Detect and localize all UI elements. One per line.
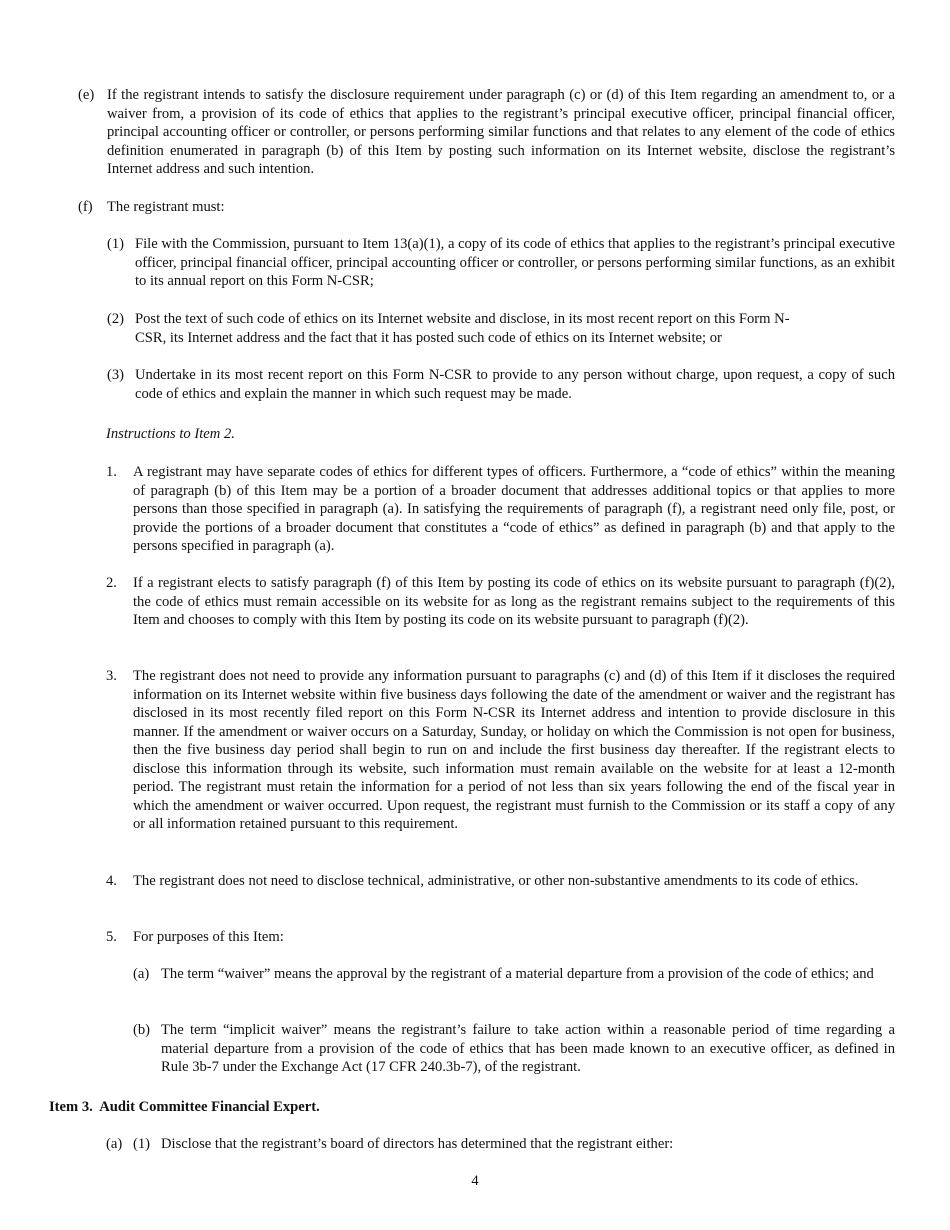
paragraph-f-2-text [135, 310, 895, 347]
paragraph-f-1-text: File with the Commission, pursuant to Item 13(a)(1), a copy of its code of ethics that applies to the registrant’s principal executive officer, principal financial officer, principal accounting officer or controller, or persons performing similar functions, as an exhibit to its annual report on this Form N-CSR; [135, 236, 895, 289]
instruction-5-label: 5. [106, 929, 117, 945]
instruction-5-text: For purposes of this Item: [133, 929, 284, 945]
paragraph-f-2-label: (2) [107, 311, 125, 327]
paragraph-f-label: (f) [78, 199, 93, 215]
instruction-1 [106, 463, 895, 556]
instruction-4-label: 4. [106, 873, 117, 889]
item-3-a-label: (a) [106, 1136, 123, 1152]
instruction-5 [106, 928, 895, 947]
instruction-5-a-text: The term “waiver” means the approval by the registrant of a material departure from a provision of the code of ethics; and [161, 966, 874, 982]
page-number: 4 [471, 1173, 479, 1189]
paragraph-f-2-line1: Post the text of such code of ethics on its Internet website and disclose, in its most recent report on this Form N- [135, 311, 790, 327]
instruction-5-a-label: (a) [133, 966, 150, 982]
paragraph-f-text: The registrant must: [107, 199, 225, 215]
item-3-a-1 [106, 1135, 895, 1154]
item-3-heading: Item 3. Audit Committee Financial Expert. [49, 1099, 320, 1115]
instruction-1-text: A registrant may have separate codes of ethics for different types of officers. Furthermore, a “code of ethics” within the meaning of paragraph (b) of this Item may be a portion of a broader document that addresses additional topics or that applies to more persons than those specified in paragraph (a). In satisfying the requirements of paragraph (f), a registrant need only file, post, or provide the portions of a broader document that constitutes a “code of ethics” as defined in paragraph (b) and that apply to the persons specified in paragraph (a). [133, 464, 895, 554]
paragraph-f [78, 198, 895, 217]
instruction-5-b [133, 1021, 895, 1077]
instruction-2-label: 2. [106, 575, 117, 591]
instruction-2 [106, 574, 895, 630]
paragraph-f-3-label: (3) [107, 367, 125, 383]
paragraph-e [78, 86, 895, 179]
paragraph-f-3-text: Undertake in its most recent report on this Form N-CSR to provide to any person without charge, upon request, a copy of such code of ethics and explain the manner in which such request may be made. [135, 367, 895, 402]
paragraph-e-label: (e) [78, 87, 95, 103]
paragraph-f-2 [107, 310, 895, 347]
instruction-1-label: 1. [106, 464, 117, 480]
instruction-5-b-text: The term “implicit waiver” means the registrant’s failure to take action within a reasonable period of time regarding a material departure from a provision of the code of ethics that has been made known to an executive officer, as defined in Rule 3b-7 under the Exchange Act (17 CFR 240.3b-7), of the registrant. [161, 1022, 895, 1075]
instruction-4-text: The registrant does not need to disclose technical, administrative, or other non-substantive amendments to its code of ethics. [133, 873, 859, 889]
item-3-1-label: (1) [133, 1136, 151, 1152]
paragraph-f-1 [107, 235, 895, 291]
paragraph-f-2-line2: CSR, its Internet address and the fact that it has posted such code of ethics on its Internet website; or [135, 329, 722, 346]
paragraph-f-1-label: (1) [107, 236, 125, 252]
instruction-4 [106, 872, 895, 891]
instructions-title: Instructions to Item 2. [106, 426, 235, 442]
instruction-5-a [133, 965, 895, 984]
instruction-5-b-label: (b) [133, 1022, 151, 1038]
item-3-a-1-text: Disclose that the registrant’s board of directors has determined that the registrant either: [161, 1136, 674, 1152]
instruction-2-text: If a registrant elects to satisfy paragraph (f) of this Item by posting its code of ethics on its website pursuant to paragraph (f)(2), the code of ethics must remain accessible on its website for as long as the registrant remains subject to the requirements of this Item and chooses to comply with this Item by posting its code on its website pursuant to paragraph (f)(2). [133, 575, 895, 628]
instruction-3-label: 3. [106, 668, 117, 684]
instruction-3 [106, 667, 895, 834]
paragraph-e-text: If the registrant intends to satisfy the disclosure requirement under paragraph (c) or (d) of this Item regarding an amendment to, or a waiver from, a provision of its code of ethics that applies to the registrant’s principal executive officer, principal financial officer, principal accounting officer or controller, or persons performing similar functions and that relates to any element of the code of ethics definition enumerated in paragraph (b) of this Item by posting such information on its Internet website, disclose the registrant’s Internet address and such intention. [107, 87, 895, 177]
instruction-3-text: The registrant does not need to provide any information pursuant to paragraphs (c) and (d) of this Item if it discloses the required information on its Internet website within five business days following the date of the amendment or waiver and the registrant has disclosed in its most recently filed report on this Form N-CSR its Internet address and intention to provide disclosure in this manner. If the amendment or waiver occurs on a Saturday, Sunday, or holiday on which the Commission is not open for business, then the five business day period shall begin to run on and include the first business day thereafter. If the registrant elects to disclose this information through its website, such information must remain available on the website for at least a 12-month period. The registrant must retain the information for a period of not less than six years following the end of the fiscal year in which the amendment or waiver occurred. Upon request, the registrant must furnish to the Commission or its staff a copy of any or all information retained pursuant to this requirement. [133, 668, 895, 832]
paragraph-f-3 [107, 366, 895, 403]
